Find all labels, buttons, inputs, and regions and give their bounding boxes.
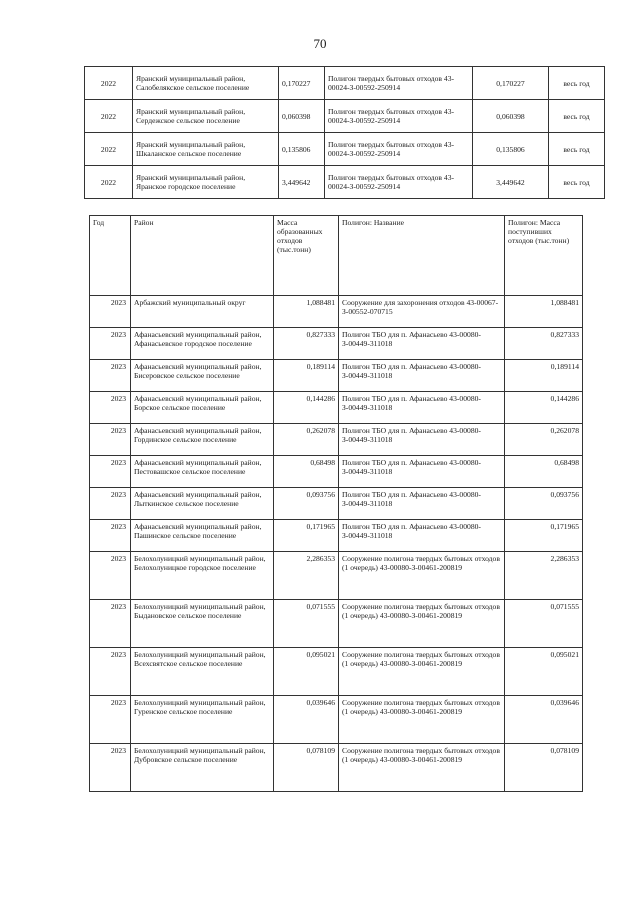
table-row — [85, 133, 605, 166]
cell-mass: 2,286353 — [274, 552, 339, 600]
table-row — [90, 488, 583, 520]
table-header-row — [90, 216, 583, 296]
cell-year: 2023 — [90, 296, 131, 328]
cell-landfill: Сооружение полигона твердых бытовых отходов (1 очередь) 43-00080-З-00461-200819 — [339, 600, 505, 648]
table-2022-continuation — [84, 66, 605, 199]
cell-received: 0,093756 — [505, 488, 583, 520]
cell-received: 0,189114 — [505, 360, 583, 392]
cell-year: 2023 — [90, 696, 131, 744]
cell-year: 2023 — [90, 360, 131, 392]
cell-received: 0,039646 — [505, 696, 583, 744]
cell-received: 0,144286 — [505, 392, 583, 424]
cell-landfill: Сооружение полигона твердых бытовых отходов (1 очередь) 43-00080-З-00461-200819 — [339, 744, 505, 792]
cell-district: Яранский муниципальный район, Яранское городское поселение — [133, 166, 279, 199]
cell-mass: 1,088481 — [274, 296, 339, 328]
cell-landfill: Полигон ТБО для п. Афанасьево 43-00080-З-00449-311018 — [339, 456, 505, 488]
table-row — [90, 360, 583, 392]
table-2022-body — [85, 67, 605, 199]
cell-landfill: Полигон ТБО для п. Афанасьево 43-00080-З-00449-311018 — [339, 360, 505, 392]
header-landfill: Полигон: Название — [339, 216, 505, 296]
cell-mass: 0,078109 — [274, 744, 339, 792]
cell-district: Яранский муниципальный район, Шкаланское сельское поселение — [133, 133, 279, 166]
cell-landfill: Сооружение полигона твердых бытовых отходов (1 очередь) 43-00080-З-00461-200819 — [339, 696, 505, 744]
cell-district: Белохолуницкий муниципальный район, Белохолуницкое городское поселение — [131, 552, 274, 600]
cell-landfill: Полигон ТБО для п. Афанасьево 43-00080-З-00449-311018 — [339, 328, 505, 360]
table-row — [90, 296, 583, 328]
cell-mass: 0,071555 — [274, 600, 339, 648]
cell-district: Афанасьевский муниципальный район, Борское сельское поселение — [131, 392, 274, 424]
cell-landfill: Полигон твердых бытовых отходов 43-00024-З-00592-250914 — [325, 67, 473, 100]
cell-district: Яранский муниципальный район, Салобелякское сельское поселение — [133, 67, 279, 100]
table-row — [85, 100, 605, 133]
table-row — [90, 456, 583, 488]
cell-district: Белохолуницкий муниципальный район, Быдановское сельское поселение — [131, 600, 274, 648]
cell-district: Белохолуницкий муниципальный район, Всехсвятское сельское поселение — [131, 648, 274, 696]
cell-received: 0,170227 — [473, 67, 549, 100]
cell-period: весь год — [549, 67, 605, 100]
table-row — [90, 696, 583, 744]
cell-year: 2023 — [90, 392, 131, 424]
cell-year: 2023 — [90, 328, 131, 360]
cell-mass: 0,827333 — [274, 328, 339, 360]
cell-district: Афанасьевский муниципальный район, Бисеровское сельское поселение — [131, 360, 274, 392]
cell-received: 0,171965 — [505, 520, 583, 552]
header-received: Полигон: Масса поступивших отходов (тыс.тонн) — [505, 216, 583, 296]
cell-mass: 0,170227 — [279, 67, 325, 100]
cell-district: Афанасьевский муниципальный район, Пашинское сельское поселение — [131, 520, 274, 552]
table-row — [90, 552, 583, 600]
cell-received: 3,449642 — [473, 166, 549, 199]
cell-district: Афанасьевский муниципальный район, Гординское сельское поселение — [131, 424, 274, 456]
table-row — [90, 424, 583, 456]
cell-year: 2023 — [90, 648, 131, 696]
cell-landfill: Сооружение для захоронения отходов 43-00067-З-00552-070715 — [339, 296, 505, 328]
cell-mass: 0,171965 — [274, 520, 339, 552]
cell-year: 2023 — [90, 456, 131, 488]
table-row — [90, 392, 583, 424]
cell-mass: 0,095021 — [274, 648, 339, 696]
header-year: Год — [90, 216, 131, 296]
cell-landfill: Полигон ТБО для п. Афанасьево 43-00080-З-00449-311018 — [339, 392, 505, 424]
cell-landfill: Полигон ТБО для п. Афанасьево 43-00080-З-00449-311018 — [339, 520, 505, 552]
cell-district: Яранский муниципальный район, Сердежское сельское поселение — [133, 100, 279, 133]
cell-mass: 0,060398 — [279, 100, 325, 133]
cell-landfill: Полигон твердых бытовых отходов 43-00024-З-00592-250914 — [325, 100, 473, 133]
table-row — [90, 600, 583, 648]
cell-year: 2022 — [85, 133, 133, 166]
cell-year: 2023 — [90, 744, 131, 792]
cell-mass: 0,262078 — [274, 424, 339, 456]
cell-received: 0,060398 — [473, 100, 549, 133]
cell-period: весь год — [549, 166, 605, 199]
cell-district: Арбажский муниципальный округ — [131, 296, 274, 328]
cell-received: 2,286353 — [505, 552, 583, 600]
header-district: Район — [131, 216, 274, 296]
page-number: 70 — [313, 36, 327, 51]
cell-received: 0,095021 — [505, 648, 583, 696]
cell-year: 2023 — [90, 488, 131, 520]
cell-year: 2022 — [85, 100, 133, 133]
cell-year: 2023 — [90, 552, 131, 600]
cell-mass: 0,68498 — [274, 456, 339, 488]
cell-district: Афанасьевский муниципальный район, Пестовашское сельское поселение — [131, 456, 274, 488]
cell-received: 0,68498 — [505, 456, 583, 488]
cell-mass: 0,189114 — [274, 360, 339, 392]
cell-mass: 3,449642 — [279, 166, 325, 199]
cell-received: 0,135806 — [473, 133, 549, 166]
cell-landfill: Полигон ТБО для п. Афанасьево 43-00080-З-00449-311018 — [339, 424, 505, 456]
table-row — [90, 520, 583, 552]
table-row — [90, 328, 583, 360]
table-row — [90, 744, 583, 792]
cell-mass: 0,144286 — [274, 392, 339, 424]
table-2023-body — [90, 296, 583, 792]
cell-received: 0,071555 — [505, 600, 583, 648]
cell-received: 0,078109 — [505, 744, 583, 792]
table-2023 — [89, 215, 583, 792]
cell-received: 0,827333 — [505, 328, 583, 360]
cell-period: весь год — [549, 133, 605, 166]
cell-mass: 0,135806 — [279, 133, 325, 166]
table-row — [90, 648, 583, 696]
cell-district: Афанасьевский муниципальный район, Афанасьевское городское поселение — [131, 328, 274, 360]
cell-landfill: Сооружение полигона твердых бытовых отходов (1 очередь) 43-00080-З-00461-200819 — [339, 648, 505, 696]
cell-year: 2022 — [85, 67, 133, 100]
cell-landfill: Полигон твердых бытовых отходов 43-00024-З-00592-250914 — [325, 133, 473, 166]
cell-district: Белохолуницкий муниципальный район, Гуренское сельское поселение — [131, 696, 274, 744]
cell-district: Афанасьевский муниципальный район, Лыткинское сельское поселение — [131, 488, 274, 520]
table-row — [85, 67, 605, 100]
cell-mass: 0,093756 — [274, 488, 339, 520]
table-row — [85, 166, 605, 199]
cell-mass: 0,039646 — [274, 696, 339, 744]
cell-landfill: Полигон твердых бытовых отходов 43-00024-З-00592-250914 — [325, 166, 473, 199]
cell-landfill: Полигон ТБО для п. Афанасьево 43-00080-З-00449-311018 — [339, 488, 505, 520]
header-mass: Масса образованных отходов (тыс.тонн) — [274, 216, 339, 296]
cell-year: 2022 — [85, 166, 133, 199]
cell-district: Белохолуницкий муниципальный район, Дубровское сельское поселение — [131, 744, 274, 792]
cell-period: весь год — [549, 100, 605, 133]
cell-received: 0,262078 — [505, 424, 583, 456]
cell-year: 2023 — [90, 600, 131, 648]
cell-landfill: Сооружение полигона твердых бытовых отходов (1 очередь) 43-00080-З-00461-200819 — [339, 552, 505, 600]
cell-received: 1,088481 — [505, 296, 583, 328]
cell-year: 2023 — [90, 424, 131, 456]
cell-year: 2023 — [90, 520, 131, 552]
